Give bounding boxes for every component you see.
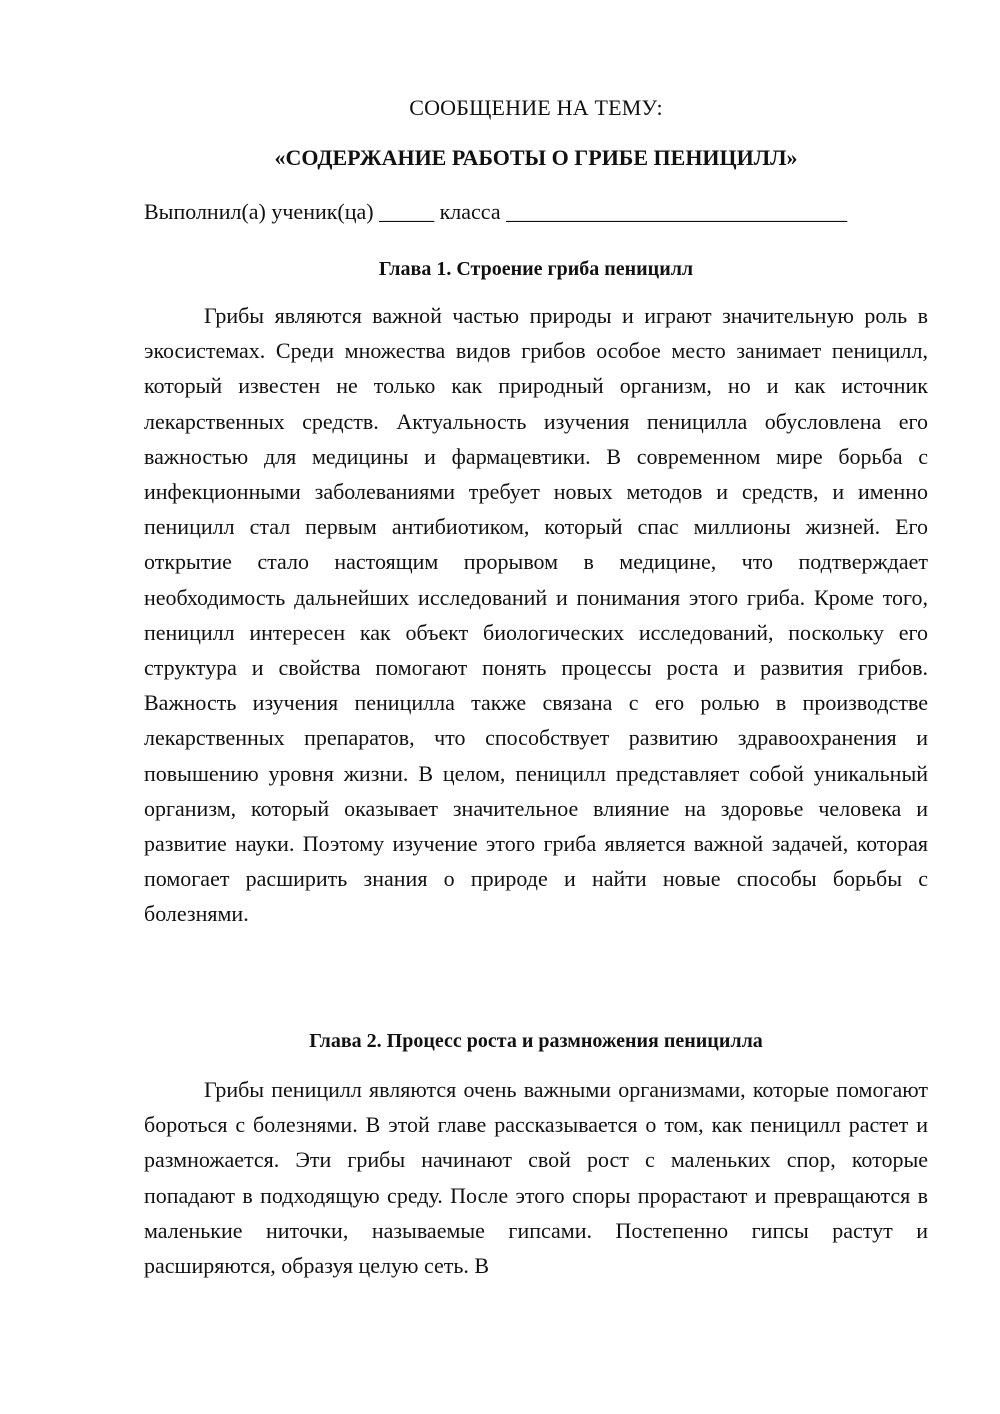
document-title-prefix: СООБЩЕНИЕ НА ТЕМУ: bbox=[409, 95, 663, 120]
student-info-line: Выполнил(а) ученик(ца) _____ класса _______________________________ bbox=[144, 199, 848, 224]
chapter-1-heading: Глава 1. Строение гриба пеницилл bbox=[378, 258, 694, 280]
chapter-2-heading: Глава 2. Процесс роста и размножения пеницилла bbox=[309, 1030, 763, 1052]
chapter-2-paragraph: Грибы пеницилл являются очень важными организмами, которые помогают бороться с болезнями. В этой главе рассказывается о том, как пеницилл растет и размножается. Эти грибы начинают свой рост с маленьких спор, которые попадают в подходящую среду. После этого споры прорастают и превращаются в маленькие ниточки, называемые гипсами. Постепенно гипсы растут и расширяются, образуя целую сеть. В bbox=[144, 1077, 928, 1279]
chapter-1-paragraph: Грибы являются важной частью природы и играют значительную роль в экосистемах. Среди множества видов грибов особое место занимает пеницилл, который известен не только как природный организм, но и как источник лекарственных средств. Актуальность изучения пеницилла обусловлена его важностью для медицины и фармацевтики. В современном мире борьба с инфекционными заболеваниями требует новых методов и средств, и именно пеницилл стал первым антибиотиком, который спас миллионы жизней. Его открытие стало настоящим прорывом в медицине, что подтверждает необходимость дальнейших исследований и понимания этого гриба. Кроме того, пеницилл интересен как объект биологических исследований, поскольку его структура и свойства помогают понять процессы роста и развития грибов. Важность изучения пеницилла также связана с его ролью в производстве лекарственных препаратов, что способствует развитию здравоохранения и повышению уровня жизни. В целом, пеницилл представляет собой уникальный организм, который оказывает значительное влияние на здоровье человека и развитие науки. Поэтому изучение этого гриба является важной задачей, которая помогает расширить знания о природе и найти новые способы борьбы с болезнями. bbox=[144, 303, 928, 927]
document-title: «СОДЕРЖАНИЕ РАБОТЫ О ГРИБЕ ПЕНИЦИЛЛ» bbox=[274, 145, 798, 170]
